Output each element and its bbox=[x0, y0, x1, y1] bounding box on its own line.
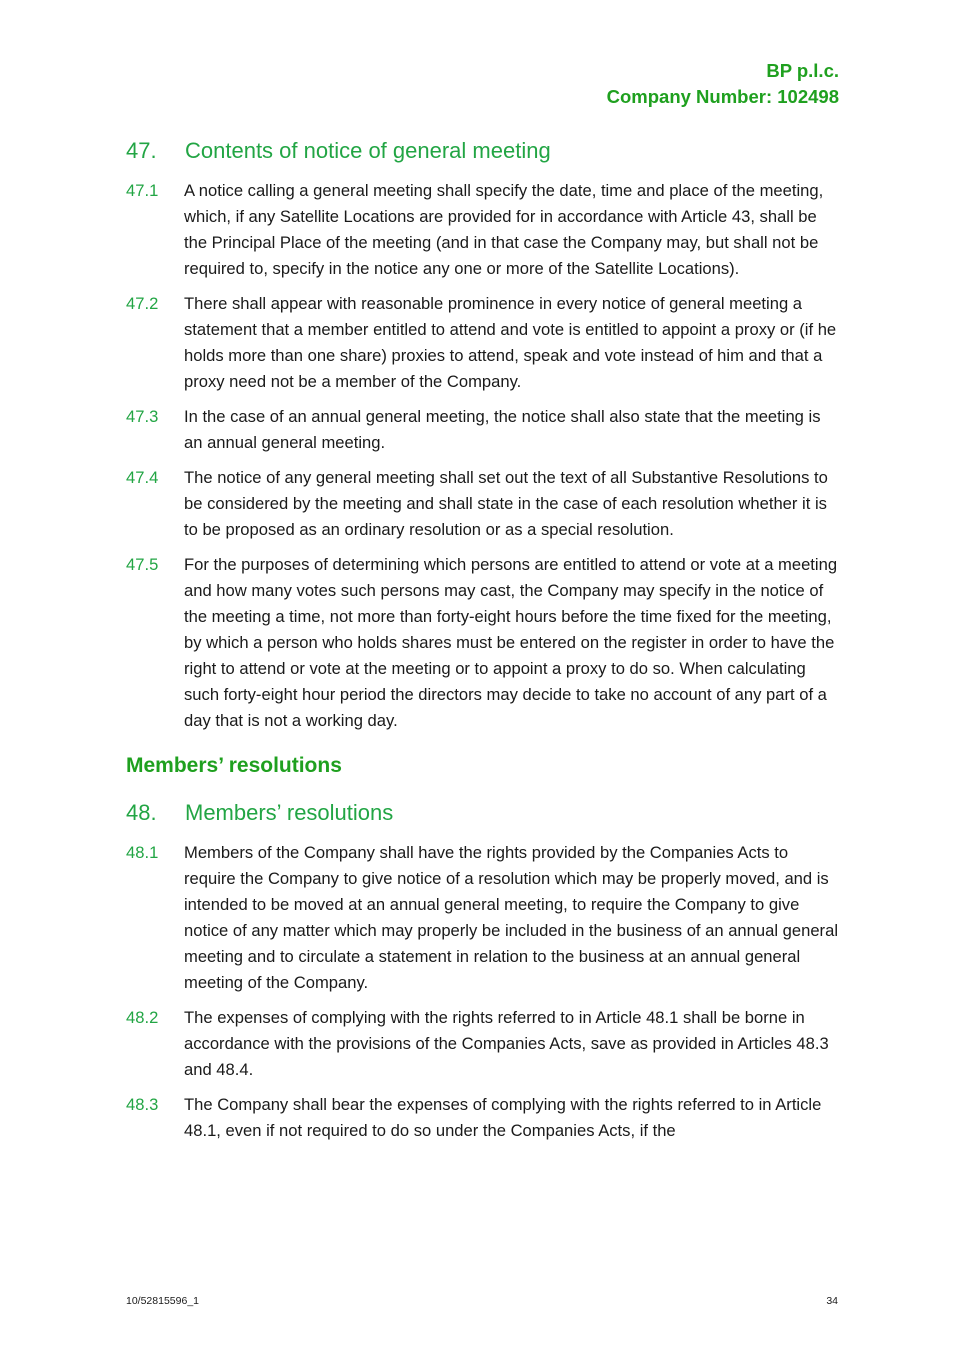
clause bbox=[126, 178, 838, 282]
clause-text: A notice calling a general meeting shall specify the date, time and place of the meeting, which, if any Satellite Locations are provided for in accordance with Article 43, shall be the Principal Place of the meeting (and in that case the Company may, but shall not be required to, specify in the notice any one or more of the Satellite Locations). bbox=[184, 181, 824, 278]
section-heading: Members’ resolutions bbox=[126, 754, 342, 777]
clause-text: Members of the Company shall have the rights provided by the Companies Acts to require the Company to give notice of a resolution which may be properly moved, and is intended to be moved at an annual general meeting, to require the Company to give notice of any matter which may properly be included in the business of an annual general meeting and to circulate a statement in relation to the business at an annual general meeting of the Company. bbox=[184, 843, 839, 992]
article-47-heading bbox=[126, 136, 838, 166]
page-number: 34 bbox=[826, 1295, 838, 1307]
clause bbox=[126, 840, 838, 996]
article-48-heading bbox=[126, 798, 838, 828]
clause bbox=[126, 404, 838, 456]
clause bbox=[126, 291, 838, 395]
document-body bbox=[126, 136, 838, 1153]
article-title: Contents of notice of general meeting bbox=[185, 138, 551, 163]
page-footer bbox=[126, 1295, 838, 1307]
article-number: 47. bbox=[126, 138, 157, 163]
clause bbox=[126, 1092, 838, 1144]
clause-number: 48.3 bbox=[126, 1095, 159, 1114]
clause-text: The expenses of complying with the rights referred to in Article 48.1 shall be borne in accordance with the provisions of the Companies Acts, save as provided in Articles 48.3 and 48.4. bbox=[184, 1008, 829, 1079]
article-number: 48. bbox=[126, 800, 157, 825]
clause-number: 47.4 bbox=[126, 468, 159, 487]
clause-text: For the purposes of determining which persons are entitled to attend or vote at a meeting and how many votes such persons may cast, the Company may specify in the notice of the meeting a time, not more than forty-eight hours before the time fixed for the meeting, by which a person who holds shares must be entered on the register in order to have the right to attend or vote at the meeting or to appoint a proxy to do so. When calculating such forty-eight hour period the directors may decide to take no account of any part of a day that is not a working day. bbox=[184, 555, 838, 730]
clause bbox=[126, 465, 838, 543]
document-reference: 10/52815596_1 bbox=[126, 1295, 199, 1307]
article-title: Members’ resolutions bbox=[185, 800, 394, 825]
clause bbox=[126, 1005, 838, 1083]
clause-text: The notice of any general meeting shall set out the text of all Substantive Resolutions to be considered by the meeting and shall state in the case of each resolution whether it is to be proposed as an ordinary resolution or as a special resolution. bbox=[184, 468, 828, 539]
company-name: BP p.l.c. bbox=[766, 60, 839, 81]
company-number: Company Number: 102498 bbox=[606, 86, 839, 107]
clause-text: The Company shall bear the expenses of complying with the rights referred to in Article 48.1, even if not required to do so under the Companies Acts, if the bbox=[184, 1095, 822, 1140]
clause-number: 47.1 bbox=[126, 181, 159, 200]
clause-number: 47.2 bbox=[126, 294, 159, 313]
clause-number: 47.5 bbox=[126, 555, 159, 574]
clause-number: 48.1 bbox=[126, 843, 159, 862]
clause-number: 48.2 bbox=[126, 1008, 159, 1027]
clause-text: There shall appear with reasonable prominence in every notice of general meeting a statement that a member entitled to attend and vote is entitled to appoint a proxy or (if he holds more than one share) proxies to attend, speak and vote instead of him and that a proxy need not be a member of the Company. bbox=[184, 294, 837, 391]
clause-number: 47.3 bbox=[126, 407, 159, 426]
page-header bbox=[607, 58, 839, 110]
clause-text: In the case of an annual general meeting, the notice shall also state that the meeting is an annual general meeting. bbox=[184, 407, 821, 452]
clause bbox=[126, 552, 838, 734]
